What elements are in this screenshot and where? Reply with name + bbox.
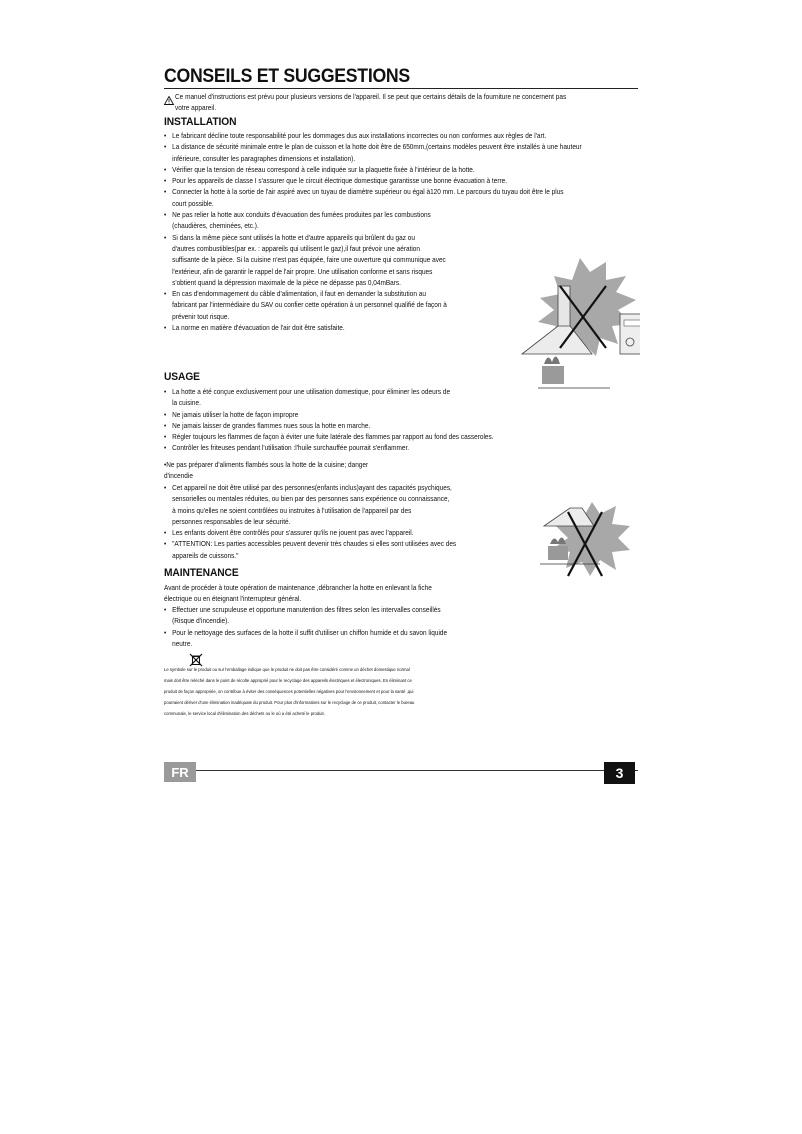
installation-heading: INSTALLATION: [164, 116, 237, 128]
list-item: • La norme en matière d'évacuation de l'air doit être satisfaite.: [164, 322, 641, 333]
warning-note-line2: votre appareil.: [175, 103, 216, 112]
maintenance-intro: Avant de procéder à toute opération de maintenance ,débrancher la hotte en enlevant la fiche électrique ou en éteignant l'interrupteur général.: [164, 583, 432, 604]
hood-boiler-warning-illustration: [518, 256, 640, 392]
usage-heading: USAGE: [164, 371, 200, 383]
flambe-warning-illustration: [540, 496, 632, 580]
list-item: • Effectuer une scrupuleuse et opportune manutention des filtres selon les intervalles conseillés (Risque d'incendie).: [164, 604, 560, 627]
list-item: • Le fabricant décline toute responsabilité pour les dommages dus aux installations incorrectes ou non conformes aux règles de l'art.: [164, 130, 641, 141]
list-item: • Si dans la même pièce sont utilisés la hotte et d'autre appareils qui brûlent du gaz ou d'autres combustibles(par ex. : appareils qui utilisent le gaz),il faut prévoir une aération suffisante de la pièce. Si la cuisine n'est pas équipée, faire une ouverture qui communique avec l'extérieur, afin de garantir le rappel de l'air propre. Une utilisation conforme et sans risques s'obtient quand la dépression maximale de la pièce ne dépasse pas 0,04mBars.: [164, 232, 641, 288]
language-tab: FR: [164, 762, 196, 782]
usage-list-a: [164, 386, 560, 454]
list-item: • Connecter la hotte à la sortie de l'air aspiré avec un tuyau de diamètre supérieur ou égal à120 mm. Le parcours du tuyau doit être le plus court possible.: [164, 186, 641, 209]
list-item: • Les enfants doivent être contrôlés pour s'assurer qu'ils ne jouent pas avec l'appareil.: [164, 527, 506, 538]
list-item: • Cet appareil ne doit être utilisé par des personnes(enfants inclus)ayant des capacités psychiques, sensorielles ou mentales réduites, ou bien par des personnes sans expérience ou connaissance, à moins qu'elles ne soient contrôlées ou instruites à l'utilisation de l'appareil par des personnes responsables de leur sécurité.: [164, 482, 506, 527]
maintenance-list: [164, 604, 560, 649]
maintenance-heading: MAINTENANCE: [164, 567, 239, 579]
usage-list-b: [164, 482, 506, 561]
footer-divider: [164, 770, 638, 771]
title-divider: [164, 88, 638, 89]
list-item: • En cas d'endommagement du câble d'alimentation, il faut en demander la substitution au fabricant par l'intermédiaire du SAV ou confier cette opération à un personnel qualifié de façon à prévenir tout risque.: [164, 288, 641, 322]
list-item: • La hotte a été conçue exclusivement pour une utilisation domestique, pour éliminer les odeurs de la cuisine.: [164, 386, 560, 409]
list-item: • Régler toujours les flammes de façon à éviter une fuite latérale des flammes par rapport au fond des casseroles.: [164, 431, 560, 442]
weee-disposal-note: Le symbole sur le produit ou sur l'emballage indique que le produit ne doit pas être considéré comme un déchet domestique normal mais doit être reléché dans le point de récolte approprié pour le recyclage des appareils électriques et électroniques. En éliminant ce produit de façon appropriée, on contribue à éviter des conséquences potentielles négatives pour l'environnement et pour la santé ,qui pourraient dériver d'une élimination inadéquate du produit. Pour plus d'informations sur le recyclage de ce produit, contacter le bureau communale, le service local d'élimination des déchets ou le où a été acheté le produit.: [164, 667, 415, 716]
list-item: • Ne pas relier la hotte aux conduits d'évacuation des fumées produites par les combustions (chaudières, cheminées, etc.).: [164, 209, 641, 232]
list-item: • Ne jamais laisser de grandes flammes nues sous la hotte en marche.: [164, 420, 560, 431]
flambe-warning: •Ne pas préparer d'aliments flambés sous la hotte de la cuisine; danger d'incendie: [164, 460, 369, 481]
list-item: • Pour le nettoyage des surfaces de la hotte il suffit d'utiliser un chiffon humide et du savon liquide neutre.: [164, 627, 560, 650]
warning-triangle-icon: [164, 92, 174, 101]
list-item: • Pour les appareils de classe I s'assurer que le circuit électrique domestique garantisse une bonne évacuation à terre.: [164, 175, 641, 186]
list-item: • Vérifier que la tension de réseau correspond à celle indiquée sur la plaquette fixée à l'intérieur de la hotte.: [164, 164, 641, 175]
warning-note-line1: Ce manuel d'instructions est prévu pour plusieurs versions de l'appareil. Il se peut que certains détails de la fourniture ne concernent pas: [175, 92, 567, 101]
list-item: • Contrôler les friteuses pendant l'utilisation :l'huile surchauffée pourrait s'enflammer.: [164, 442, 560, 453]
list-item: • La distance de sécurité minimale entre le plan de cuisson et la hotte doit être de 650mm,(certains modèles peuvent être installés à une hauteur inférieure, consulter les paragraphes dimensions et installation).: [164, 141, 641, 164]
page-number: 3: [604, 762, 635, 784]
list-item: • Ne jamais utiliser la hotte de façon impropre: [164, 409, 560, 420]
page-title: CONSEILS ET SUGGESTIONS: [164, 66, 410, 87]
list-item: • "ATTENTION: Les parties accessibles peuvent devenir très chaudes si elles sont utilisées avec des appareils de cuissons.": [164, 538, 506, 561]
